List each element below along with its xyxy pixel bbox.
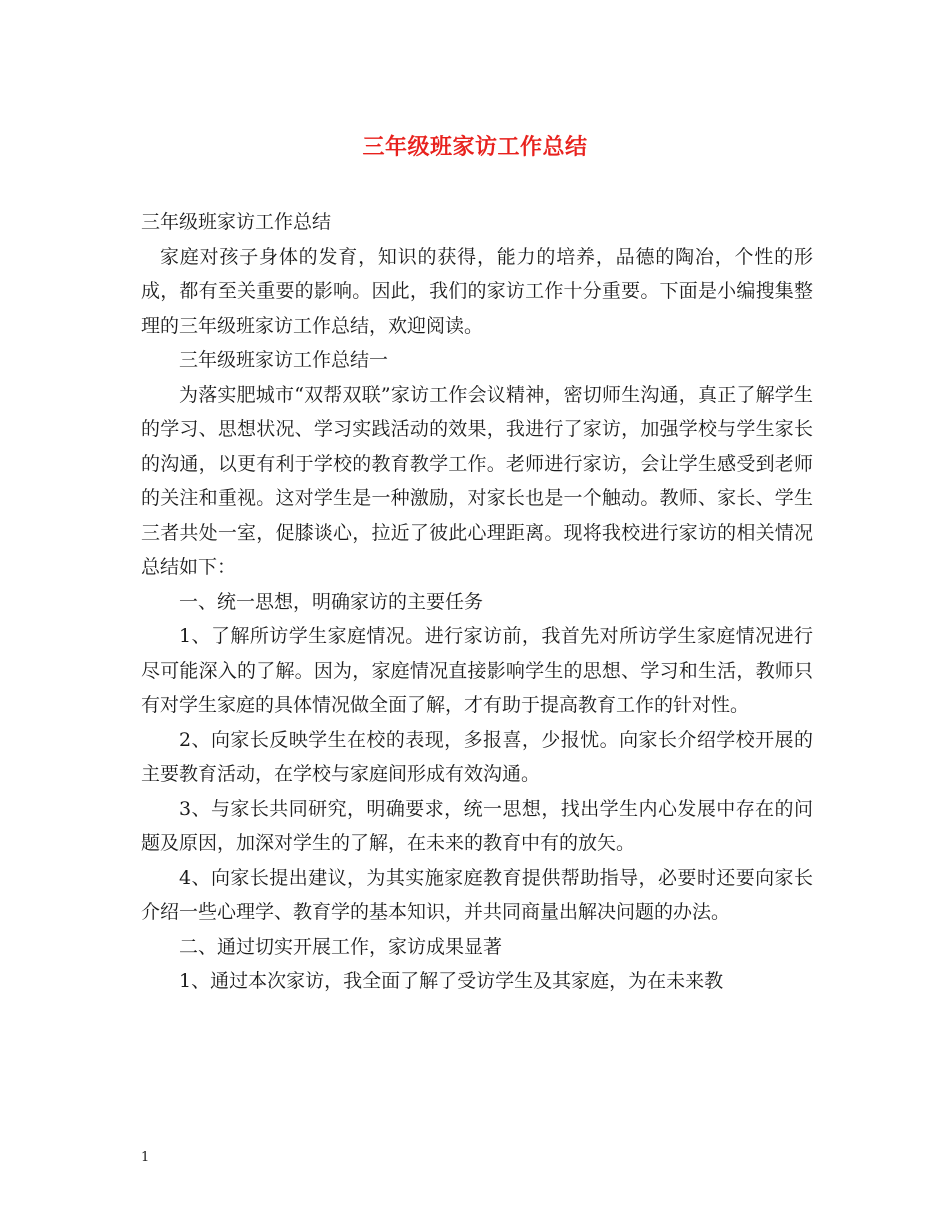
list-item: 3、与家长共同研究，明确要求，统一思想，找出学生内心发展中存在的问题及原因，加深对学生的了解，在未来的教育中有的放矢。 bbox=[141, 797, 813, 854]
document-title: 三年级班家访工作总结 bbox=[362, 134, 588, 160]
section-heading: 一、统一思想，明确家访的主要任务 bbox=[179, 590, 484, 613]
section-heading: 二、通过切实开展工作，家访成果显著 bbox=[179, 935, 503, 958]
list-item: 1、通过本次家访，我全面了解了受访学生及其家庭，为在未来教 bbox=[179, 970, 724, 992]
paragraph-subtitle: 三年级班家访工作总结 bbox=[141, 211, 332, 233]
list-item: 2、向家长反映学生在校的表现，多报喜，少报忧。向家长介绍学校开展的主要教育活动，在学校与家庭间形成有效沟通。 bbox=[141, 728, 813, 785]
paragraph: 为落实肥城市“双帮双联”家访工作会议精神，密切师生沟通，真正了解学生的学习、思想状况、学习实践活动的效果，我进行了家访，加强学校与学生家长的沟通，以更有利于学校的教育教学工作。老师进行家访，会让学生感受到老师的关注和重视。这对学生是一种激励，对家长也是一个触动。教师、家长、学生三者共处一室，促膝谈心，拉近了彼此心理距离。现将我校进行家访的相关情况总结如下： bbox=[141, 383, 813, 578]
page-number: 1 bbox=[141, 1150, 150, 1165]
document-body bbox=[141, 205, 813, 999]
section-heading: 三年级班家访工作总结一 bbox=[179, 349, 389, 371]
list-item: 1、了解所访学生家庭情况。进行家访前，我首先对所访学生家庭情况进行尽可能深入的了解。因为，家庭情况直接影响学生的思想、学习和生活，教师只有对学生家庭的具体情况做全面了解，才有助于提高教育工作的针对性。 bbox=[141, 625, 813, 716]
list-item: 4、向家长提出建议，为其实施家庭教育提供帮助指导，必要时还要向家长介绍一些心理学、教育学的基本知识，并共同商量出解决问题的办法。 bbox=[141, 866, 813, 923]
paragraph-intro: 家庭对孩子身体的发育，知识的获得，能力的培养，品德的陶冶，个性的形成，都有至关重要的影响。因此，我们的家访工作十分重要。下面是小编搜集整理的三年级班家访工作总结，欢迎阅读。 bbox=[141, 245, 813, 337]
